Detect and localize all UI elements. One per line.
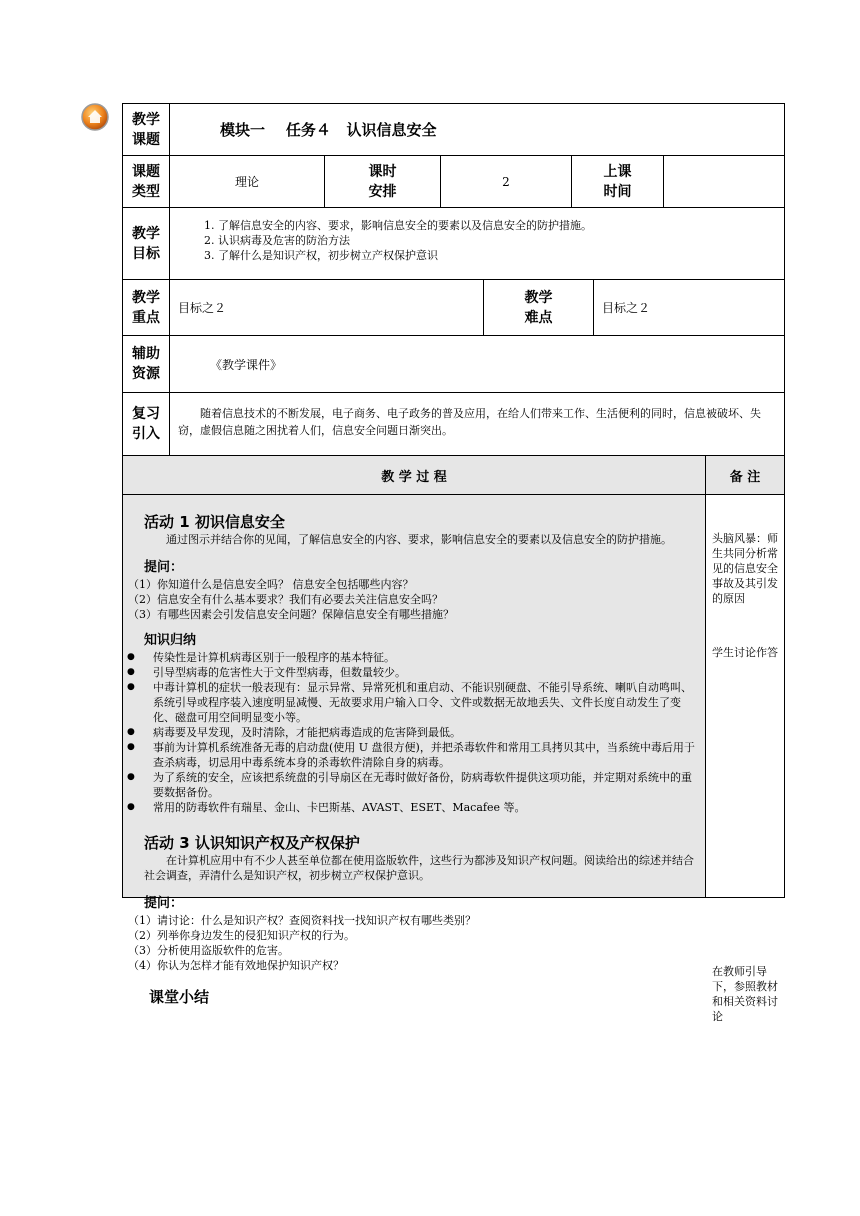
activity3-intro: 在计算机应用中有不少人甚至单位都在使用盗版软件，这些行为都涉及知识产权问题。阅读给出的综述并结合社会调查，弄清什么是知识产权，初步树立产权保护意识。 [144, 854, 694, 882]
knowledge-label: 知识归纳 [144, 633, 197, 648]
summary-title: 课堂小结 [149, 988, 210, 1006]
hours-label: 课时安排 [368, 163, 397, 200]
hours-value: 2 [441, 156, 572, 207]
goals-cell [170, 208, 784, 279]
knowledge-item: ● 为了系统的安全，应该把系统盘的引导扇区在无毒时做好备份，防病毒软件提供这项功能，并定期对系统中的重要数据备份。 [123, 770, 699, 800]
home-logo-icon [80, 102, 110, 132]
review-row [123, 393, 784, 456]
knowledge-list [123, 650, 699, 815]
notes-column [706, 495, 784, 1023]
type-row [123, 156, 784, 208]
res-label: 辅助资源 [132, 346, 160, 382]
activity1-question: （3）有哪些因素会引发信息安全问题？保障信息安全有哪些措施？ [128, 608, 454, 621]
key-value: 目标之２ [170, 280, 484, 335]
note-discussion: 学生讨论作答 [712, 646, 778, 659]
topic-label: 教学课题 [123, 104, 170, 155]
goals-row [123, 208, 784, 280]
note-guided: 在教师引导下，参照教材和相关资料讨论 [712, 965, 778, 1023]
activity1-intro: 通过图示并结合你的见闻，了解信息安全的内容、要求，影响信息安全的要素以及信息安全的防护措施。 [166, 533, 672, 546]
activity3-title: 活动 3 认识知识产权及产权保护 [144, 834, 360, 852]
goal-item: 1. 了解信息安全的内容、要求，影响信息安全的要素以及信息安全的防护措施。 [204, 219, 592, 232]
type-label: 课题类型 [132, 163, 160, 200]
review-text: 随着信息技术的不断发展，电子商务、电子政务的普及应用，在给人们带来工作、生活便利的同时，信息被破坏、失窃，虚假信息随之困扰着人们，信息安全问题日渐突出。 [178, 407, 761, 437]
type-value: 理论 [170, 156, 325, 207]
activity3-question: （2）列举你身边发生的侵犯知识产权的行为。 [128, 929, 355, 942]
knowledge-item: ● 病毒要及早发现，及时清除，才能把病毒造成的危害降到最低。 [123, 725, 699, 740]
activity1-question: （2）信息安全有什么基本要求？我们有必要去关注信息安全吗？ [128, 593, 443, 606]
goals-label: 教学目标 [132, 225, 160, 262]
diff-label: 教学难点 [524, 289, 553, 326]
goal-item: 3. 了解什么是知识产权，初步树立产权保护意识 [204, 249, 438, 262]
activity1-title: 活动 1 初识信息安全 [144, 513, 285, 531]
diff-value: 目标之２ [602, 301, 651, 315]
note-brainstorm: 头脑风暴：师生共同分析常见的信息安全事故及其引发的原因 [712, 532, 778, 605]
knowledge-item: ● 中毒计算机的症状一般表现有：显示异常、异常死机和重启动、不能识别硬盘、不能引导系统、喇叭自动鸣叫、系统引导或程序装入速度明显减慢、无故要求用户输入口令、文件或数据无故地丢失、文件长度自动发生了变化、磁盘可用空间明显变小等。 [123, 680, 699, 725]
knowledge-item: ● 常用的防毒软件有瑞星、金山、卡巴斯基、AVAST、ESET、Macafee 等。 [123, 800, 699, 815]
process-title: 教 学 过 程 [123, 456, 706, 494]
activity3-question-label: 提问： [144, 896, 184, 911]
process-header-row [123, 456, 784, 495]
process-content [123, 495, 706, 1006]
topic-title: 模块一 任务４ 认识信息安全 [220, 121, 437, 139]
time-label: 上课时间 [603, 163, 632, 200]
goal-item: 2. 认识病毒及危害的防治方法 [204, 234, 350, 247]
notes-title: 备 注 [729, 469, 761, 485]
knowledge-item: ● 传染性是计算机病毒区别于一般程序的基本特征。 [123, 650, 699, 665]
knowledge-item: ● 引导型病毒的危害性大于文件型病毒，但数量较少。 [123, 665, 699, 680]
activity1-question-label: 提问： [144, 560, 184, 575]
activity3-question: （4）你认为怎样才能有效地保护知识产权？ [128, 959, 344, 972]
time-value [664, 156, 784, 207]
key-label: 教学重点 [132, 289, 160, 326]
resource-row [123, 336, 784, 393]
knowledge-item: ● 事前为计算机系统准备无毒的启动盘(使用 U 盘很方便)，并把杀毒软件和常用工具拷贝其中，当系统中毒后用于查杀病毒，切忌用中毒系统本身的杀毒软件清除自身的病毒。 [123, 740, 699, 770]
review-label: 复习引入 [132, 406, 160, 442]
lesson-plan-table [122, 103, 785, 1023]
activity3-question: （1）请讨论：什么是知识产权？查阅资料找一找知识产权有哪些类别？ [128, 914, 476, 927]
topic-row [123, 104, 784, 156]
key-row [123, 280, 784, 336]
process-body-row [123, 495, 784, 1023]
activity1-question: （1）你知道什么是信息安全吗？ 信息安全包括哪些内容？ [128, 578, 414, 591]
activity3-question: （3）分析使用盗版软件的危害。 [128, 944, 289, 957]
res-value: 《教学课件》 [210, 357, 283, 372]
